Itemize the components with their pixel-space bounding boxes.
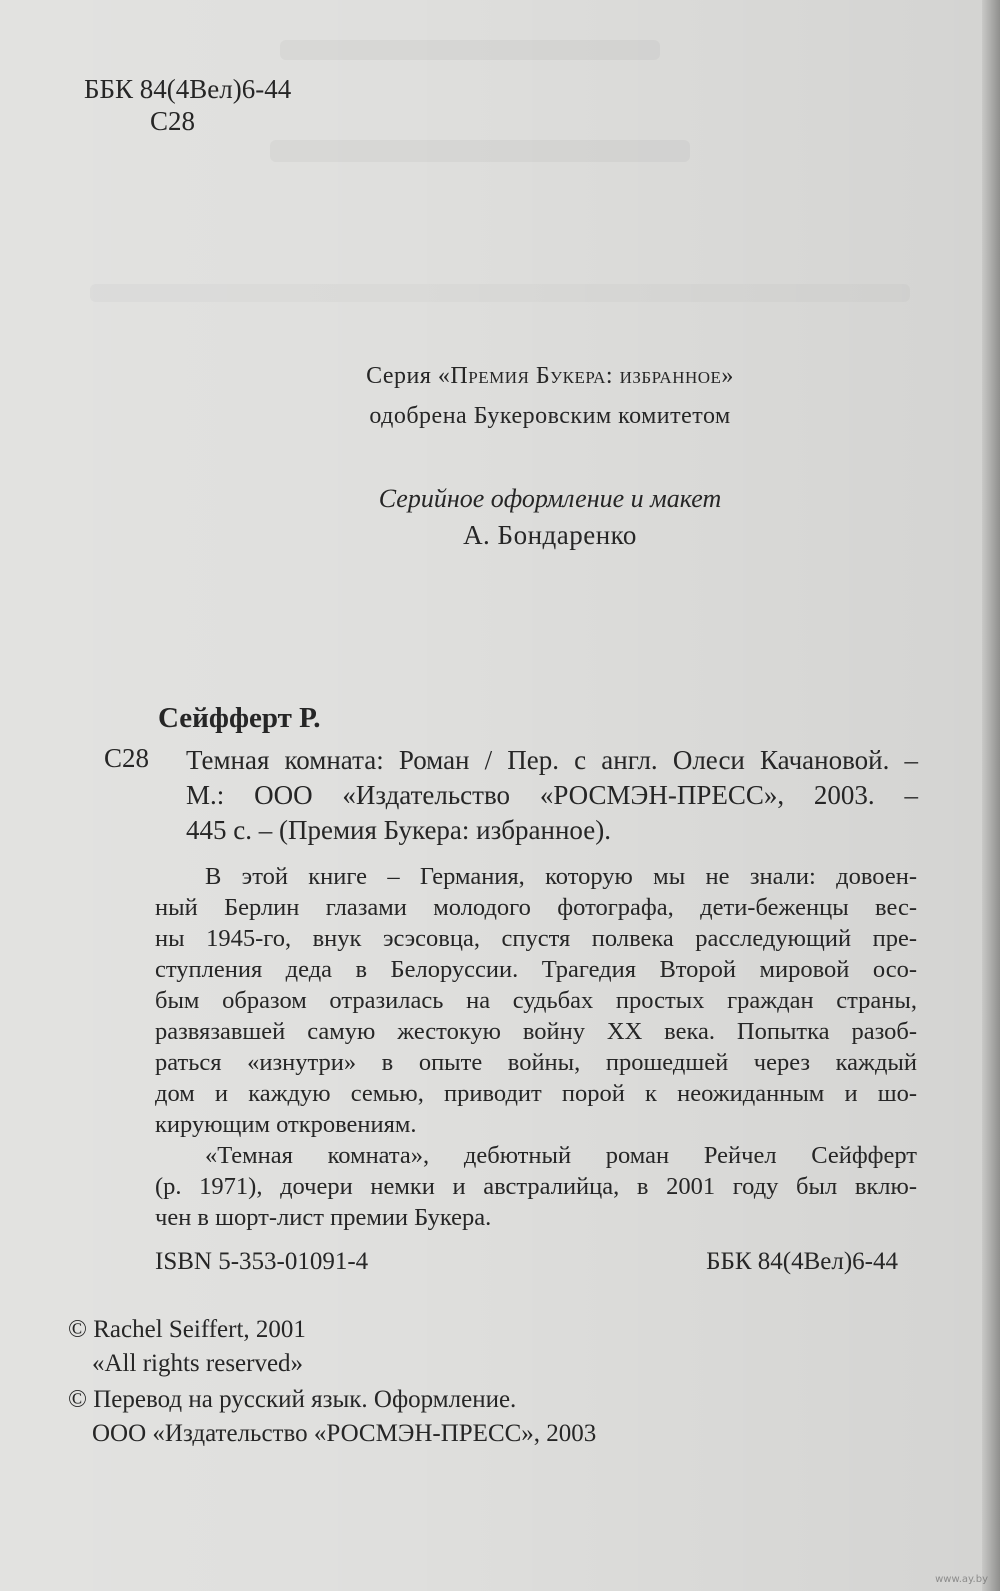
copyright-line: © Rachel Seiffert, 2001 xyxy=(68,1316,306,1343)
annotation-line: кирующим откровениям. xyxy=(155,1111,417,1138)
biblio-line: Темная комната: Роман / Пер. с англ. Олеси Качановой. – xyxy=(186,745,918,775)
series-line-2: одобрена Букеровским комитетом xyxy=(369,403,731,429)
series-name: «Премия Букера: избранное» xyxy=(437,363,734,389)
author-code: С28 xyxy=(104,743,150,773)
bbk-classification-top: ББК 84(4Вел)6-44 xyxy=(84,74,292,104)
page-binding-edge xyxy=(982,0,1000,1591)
author-heading: Сейфферт Р. xyxy=(158,702,321,734)
author-code-top: С28 xyxy=(150,106,196,136)
annotation-line: раться «изнутри» в опыте войны, прошедшей через каждый xyxy=(155,1049,917,1076)
annotation-line: (р. 1971), дочери немки и австралийца, в 2001 году был вклю- xyxy=(155,1173,917,1200)
copyright-line: ООО «Издательство «РОСМЭН-ПРЕСС», 2003 xyxy=(92,1420,597,1447)
bbk-classification-bottom: ББК 84(4Вел)6-44 xyxy=(706,1248,898,1275)
annotation-line: ступления деда в Белоруссии. Трагедия Второй мировой осо- xyxy=(155,956,917,983)
copyright-line: «All rights reserved» xyxy=(92,1350,304,1377)
annotation-line: дом и каждую семью, приводит порой к неожиданным и шо- xyxy=(155,1080,917,1107)
series-prefix: Серия xyxy=(366,363,432,389)
copyright-line: © Перевод на русский язык. Оформление. xyxy=(68,1386,517,1413)
biblio-line: 445 с. – (Премия Букера: избранное). xyxy=(186,815,611,845)
show-through-mark xyxy=(280,40,660,60)
designer-name: А. Бондаренко xyxy=(463,520,637,550)
annotation-line: чен в шорт-лист премии Букера. xyxy=(155,1204,492,1231)
series-line-1 xyxy=(250,363,850,390)
annotation-line: «Темная комната», дебютный роман Рейчел Сейфферт xyxy=(205,1142,917,1169)
isbn: ISBN 5-353-01091-4 xyxy=(155,1248,369,1275)
annotation xyxy=(155,861,917,1233)
annotation-line: ны 1945-го, внук эсэсовца, спустя полвека расследующий пре- xyxy=(155,925,917,952)
annotation-line: ный Берлин глазами молодого фотографа, дети-беженцы вес- xyxy=(155,894,917,921)
biblio-line: М.: ООО «Издательство «РОСМЭН-ПРЕСС», 2003. – xyxy=(186,780,918,810)
watermark: www.ay.by xyxy=(935,1574,988,1585)
annotation-line: развязавшей самую жестокую войну XX века. Попытка разоб- xyxy=(155,1018,917,1045)
design-label: Серийное оформление и макет xyxy=(378,484,722,513)
annotation-line: бым образом отразилась на судьбах простых граждан страны, xyxy=(155,987,917,1014)
show-through-mark xyxy=(90,284,910,302)
annotation-line: В этой книге – Германия, которую мы не знали: довоен- xyxy=(205,863,917,890)
bibliographic-description xyxy=(186,743,918,848)
show-through-mark xyxy=(270,140,690,162)
